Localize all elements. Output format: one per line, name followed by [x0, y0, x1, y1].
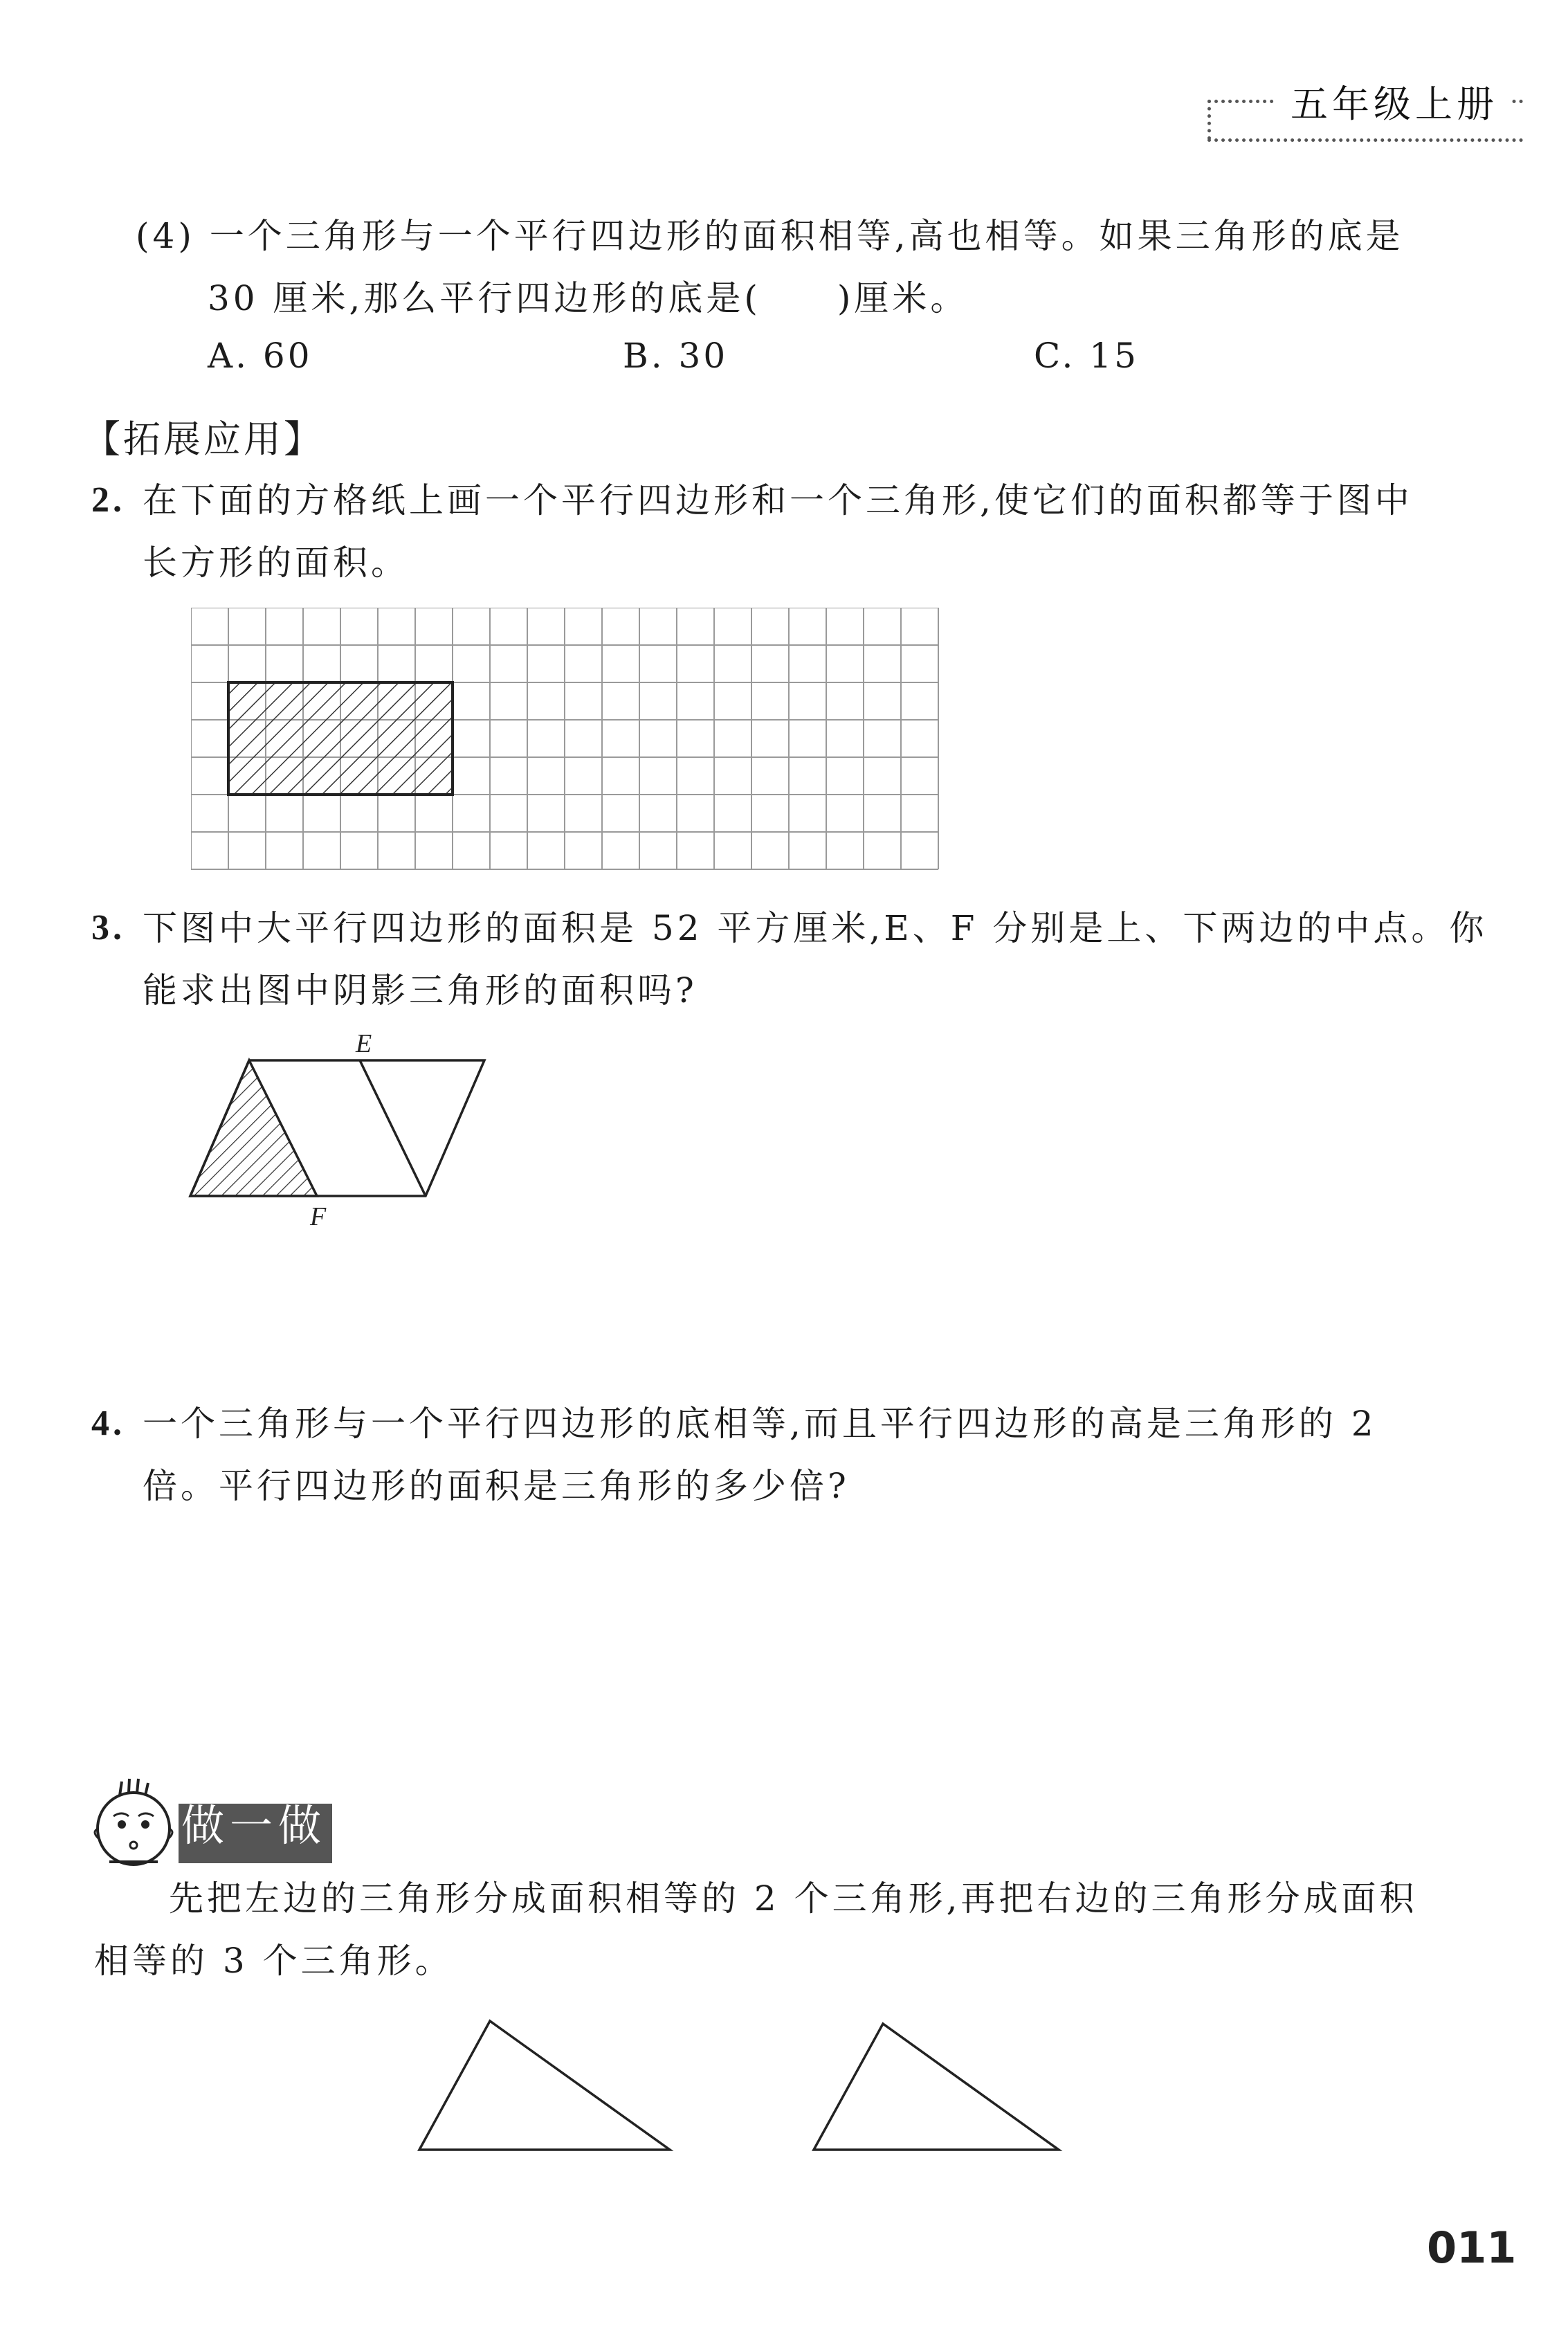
question-2-number: 2. — [91, 480, 125, 520]
parallelogram-figure — [187, 1024, 505, 1232]
segment-ef — [360, 1060, 426, 1196]
activity-title: 做一做 — [181, 1800, 327, 1851]
header-rule-side — [1207, 100, 1211, 140]
section-title: 【拓展应用】 — [83, 417, 324, 461]
left-triangle — [415, 2011, 678, 2157]
question-3-line1: 下图中大平行四边形的面积是 52 平方厘米,E、F 分别是上、下两边的中点。你 — [143, 908, 1488, 948]
question-3-number: 3. — [91, 908, 125, 948]
activity-line1: 先把左边的三角形分成面积相等的 2 个三角形,再把右边的三角形分成面积 — [169, 1878, 1418, 1919]
right-triangle — [810, 2015, 1066, 2157]
question-4-line1: 一个三角形与一个平行四边形的底相等,而且平行四边形的高是三角形的 2 — [143, 1404, 1377, 1444]
grade-label: 五年级上册 — [1277, 78, 1512, 132]
question-2-line1: 在下面的方格纸上画一个平行四边形和一个三角形,使它们的面积都等于图中 — [143, 480, 1413, 520]
label-e: E — [356, 1029, 372, 1058]
question-4-line2: 倍。平行四边形的面积是三角形的多少倍? — [143, 1466, 850, 1506]
option-a: A. 60 — [208, 336, 313, 376]
shaded-triangle — [190, 1060, 317, 1196]
question-3-line2: 能求出图中阴影三角形的面积吗? — [143, 970, 698, 1011]
subquestion-4-line2: 30 厘米,那么平行四边形的底是( )厘米。 — [208, 278, 969, 318]
question-4-number: 4. — [91, 1404, 125, 1443]
question-2-line2: 长方形的面积。 — [143, 543, 409, 583]
header-rule-bottom — [1207, 138, 1523, 142]
option-c: C. 15 — [1034, 336, 1139, 376]
option-b: B. 30 — [623, 336, 729, 376]
label-f: F — [310, 1202, 327, 1231]
activity-line2: 相等的 3 个三角形。 — [94, 1941, 453, 1981]
subquestion-4-line1: (4) 一个三角形与一个平行四边形的面积相等,高也相等。如果三角形的底是 — [136, 216, 1404, 256]
shaded-rectangle — [228, 682, 453, 795]
page-number: 011 — [1427, 2222, 1517, 2273]
grid-paper — [191, 608, 1312, 878]
cartoon-face-icon — [89, 1776, 179, 1873]
